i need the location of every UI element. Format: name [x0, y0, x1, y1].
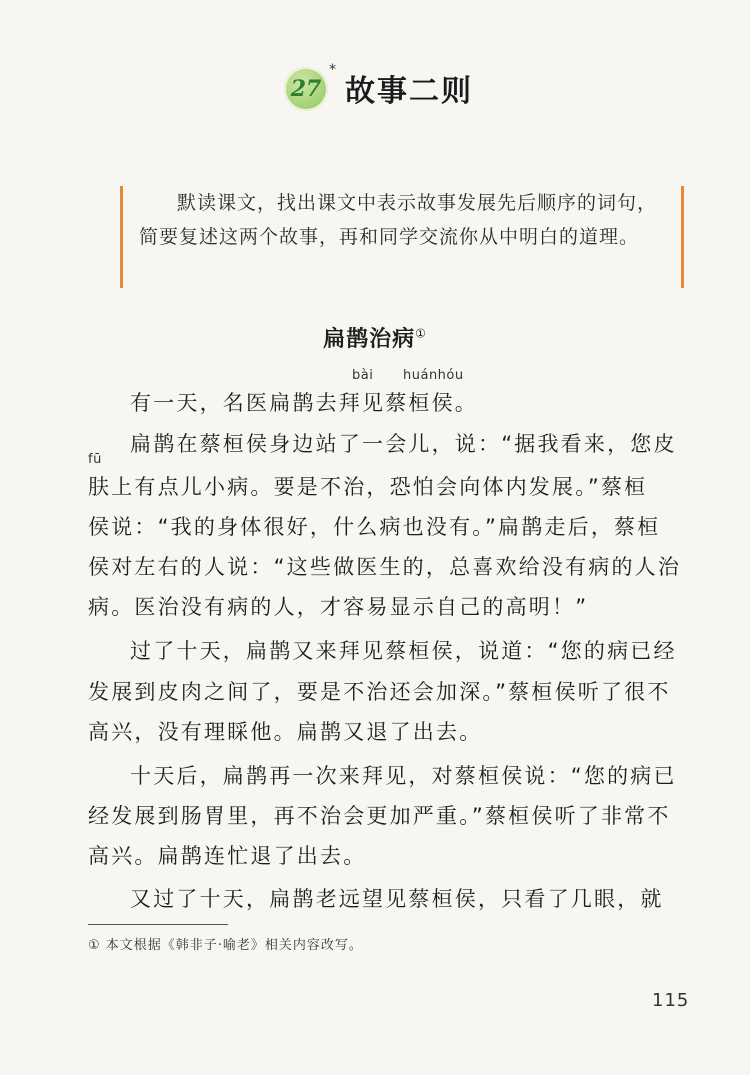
pinyin-bai: bài — [352, 368, 374, 383]
pinyin-huanhou: huánhóu — [403, 368, 464, 383]
lesson-number-badge — [284, 67, 328, 111]
reading-instruction-box — [120, 186, 684, 288]
story-line: 经发展到肠胃里，再不治会更加严重。”蔡桓侯听了非常不 — [88, 804, 671, 828]
story-title-text: 扁鹊治病 — [323, 327, 416, 352]
story-line: 又过了十天，扁鹊老远望见蔡桓侯，只看了几眼，就 — [130, 887, 664, 911]
story-line: 侯说：“我的身体很好，什么病也没有。”扁鹊走后，蔡桓 — [88, 515, 661, 539]
story-line: 十天后，扁鹊再一次来拜见，对蔡桓侯说：“您的病已 — [130, 764, 677, 788]
lesson-title: 故事二则 — [345, 74, 473, 109]
footnote-divider — [88, 924, 228, 925]
story-line: 病。医治没有病的人，才容易显示自己的高明！” — [88, 595, 589, 619]
story-line: 过了十天，扁鹊又来拜见蔡桓侯，说道：“您的病已经 — [130, 639, 677, 663]
footnote-marker: ① — [415, 326, 427, 341]
story-line: 侯对左右的人说：“这些做医生的，总喜欢给没有病的人治 — [88, 555, 682, 579]
story-line: 有一天，名医扁鹊去拜见蔡桓侯。 — [130, 391, 478, 415]
reading-instruction-text: 默读课文，找出课文中表示故事发展先后顺序的词句，简要复述这两个故事，再和同学交流你从中明白的道理。 — [139, 192, 658, 248]
story-line: 高兴，没有理睬他。扁鹊又退了出去。 — [88, 720, 483, 744]
page-number: 115 — [652, 990, 690, 1011]
story-title — [0, 322, 750, 353]
footnote-text: ① 本文根据《韩非子·喻老》相关内容改写。 — [88, 938, 363, 953]
lesson-header — [0, 62, 750, 122]
story-line: 肤上有点儿小病。要是不治，恐怕会向体内发展。”蔡桓 — [88, 475, 648, 499]
story-line: 高兴。扁鹊连忙退了出去。 — [88, 844, 367, 868]
pinyin-fu: fū — [88, 452, 102, 467]
story-line: 扁鹊在蔡桓侯身边站了一会儿，说：“据我看来，您皮 — [130, 432, 677, 456]
lesson-number: 27 — [290, 76, 322, 102]
story-line: 发展到皮肉之间了，要是不治还会加深。”蔡桓侯听了很不 — [88, 680, 671, 704]
lesson-star-mark: * — [329, 62, 336, 78]
